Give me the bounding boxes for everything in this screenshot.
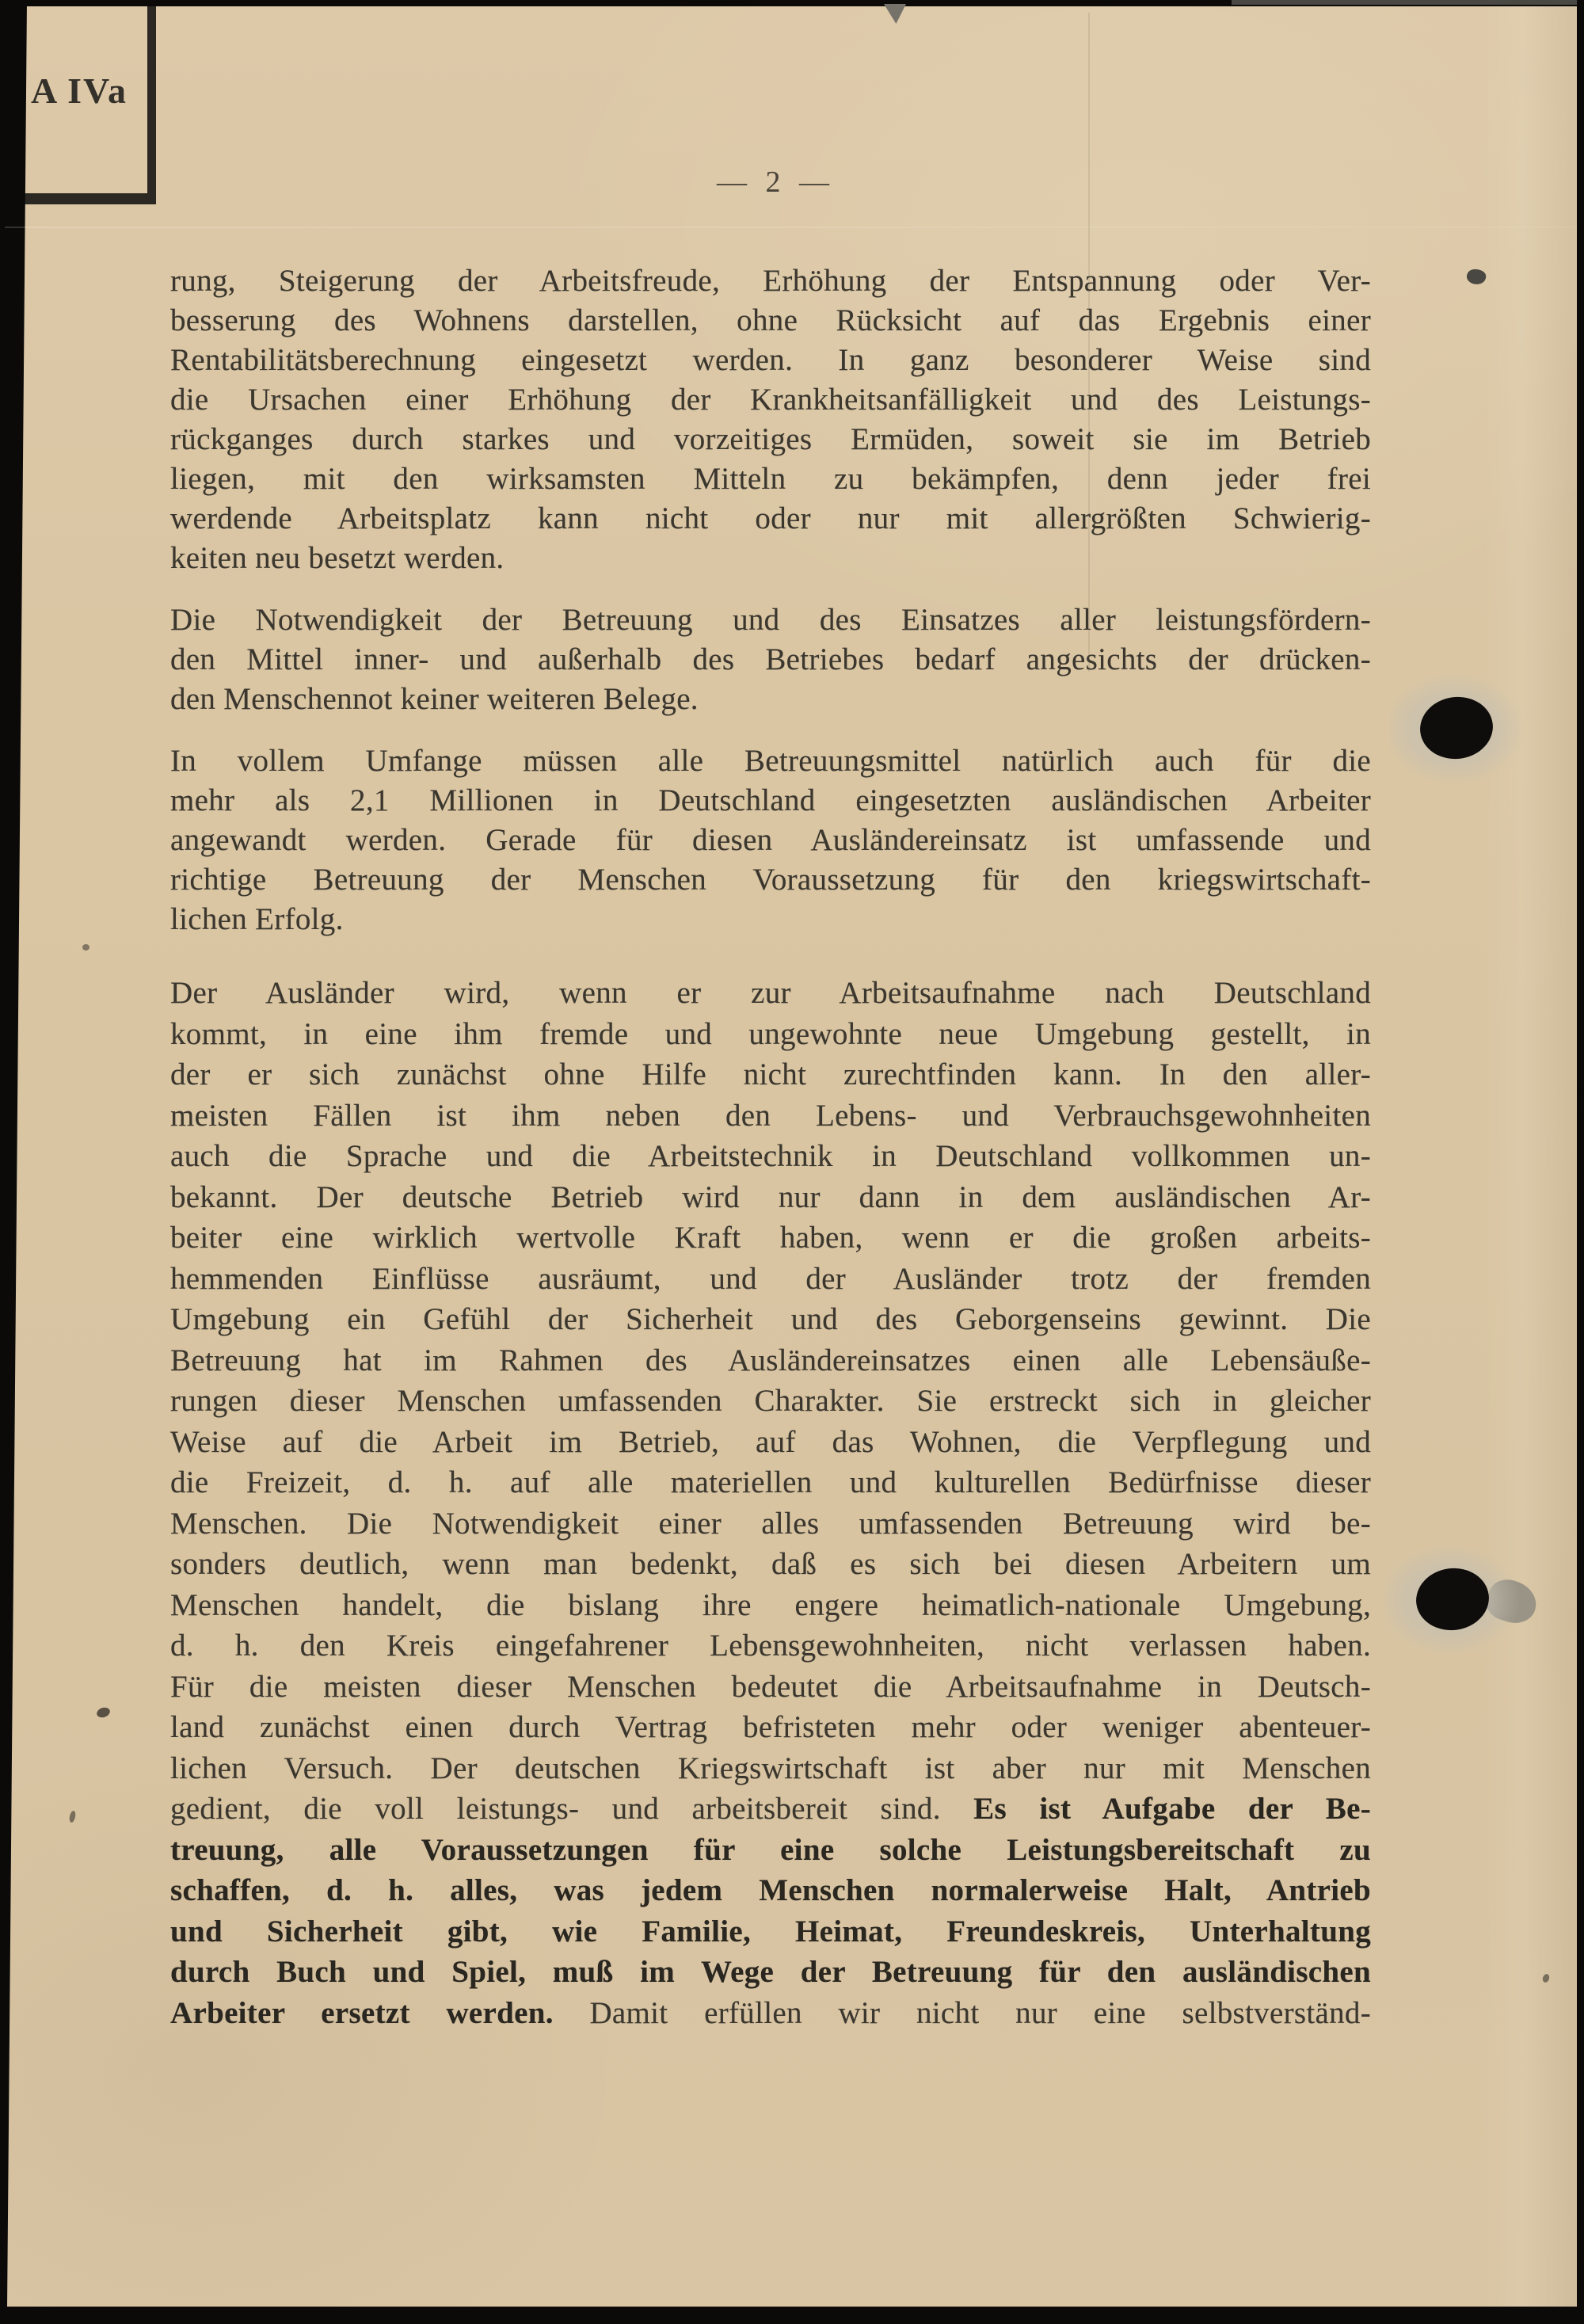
text-line: schaffen, d. h. alles, was jedem Menschen normalerweise Halt, Antrieb [170,1873,1371,1907]
text-line: Betreuung hat im Rahmen des Ausländereinsatzes einen alle Lebensäuße- [170,1343,1371,1377]
text-line: auch die Sprache und die Arbeitstechnik in Deutschland vollkommen un- [170,1139,1371,1173]
text-line: Rentabilitätsberechnung eingesetzt werden. In ganz besonderer Weise sind [170,343,1371,377]
text-line: die Ursachen einer Erhöhung der Krankheitsanfälligkeit und des Leistungs- [170,383,1371,417]
paragraph-3 [170,741,1371,939]
text-line: liegen, mit den wirksamsten Mitteln zu bekämpfen, denn jeder frei [170,462,1371,496]
text-line: rückganges durch starkes und vorzeitiges Ermüden, soweit sie im Betrieb [170,422,1371,456]
scan-edge-top-sliver [1232,0,1577,5]
text-run: Damit erfüllen wir nicht nur eine selbstverständ- [589,1995,1371,2030]
text-line: hemmenden Einflüsse ausräumt, und der Ausländer trotz der fremden [170,1261,1371,1296]
page-number: — 2 — [717,166,829,199]
text-line: beiter eine wirklich wertvolle Kraft haben, wenn er die großen arbeits- [170,1221,1371,1255]
text-run-bold: Es ist Aufgabe der Be- [973,1792,1371,1826]
text-line: Menschen. Die Notwendigkeit einer alles umfassenden Betreuung wird be- [170,1506,1371,1541]
text-line: lichen Versuch. Der deutschen Kriegswirtschaft ist aber nur mit Menschen [170,1751,1371,1785]
paragraph-4 [170,973,1371,2033]
text-line: kommt, in eine ihm fremde und ungewohnte neue Umgebung gestellt, in [170,1016,1371,1051]
ink-fleck [1541,1973,1550,1983]
text-line: die Freizeit, d. h. auf alle materiellen und kulturellen Bedürfnisse dieser [170,1465,1371,1499]
text-run: gedient, die voll leistungs- und arbeitsbereit sind. [170,1792,974,1826]
body-text [170,261,1371,2033]
paragraph-1 [170,261,1371,578]
paper-crease [1088,13,1090,672]
text-line: angewandt werden. Gerade für diesen Ausländereinsatz ist umfassende und [170,823,1371,857]
text-line: sonders deutlich, wenn man bedenkt, daß es sich bei diesen Arbeitern um [170,1547,1371,1581]
text-run-bold: Arbeiter ersetzt werden. [170,1995,590,2030]
text-line: land zunächst einen durch Vertrag befristeten mehr oder weniger abenteuer- [170,1710,1371,1744]
text-line: d. h. den Kreis eingefahrener Lebensgewohnheiten, nicht verlassen haben. [170,1629,1371,1663]
text-line: Für die meisten dieser Menschen bedeutet die Arbeitsaufnahme in Deutsch- [170,1669,1371,1704]
ink-fleck [96,1706,112,1720]
text-line: rungen dieser Menschen umfassenden Charakter. Sie erstreckt sich in gleicher [170,1384,1371,1418]
text-line: werdende Arbeitsplatz kann nicht oder nur mit allergrößten Schwierig- [170,501,1371,535]
text-line: treuung, alle Voraussetzungen für eine solche Leistungsbereitschaft zu [170,1832,1371,1867]
text-line: den Menschennot keiner weiteren Belege. [170,682,699,716]
text-line: Der Ausländer wird, wenn er zur Arbeitsaufnahme nach Deutschland [170,976,1371,1010]
classification-label: A IVa [30,70,128,111]
text-line: Weise auf die Arbeit im Betrieb, auf das Wohnen, die Verpflegung und [170,1424,1371,1459]
text-line: rung, Steigerung der Arbeitsfreude, Erhöhung der Entspannung oder Ver- [170,264,1371,298]
text-line: Die Notwendigkeit der Betreuung und des Einsatzes aller leistungsfördern- [170,603,1371,637]
text-line: lichen Erfolg. [170,902,344,936]
text-line: Menschen handelt, die bislang ihre engere heimatlich-nationale Umgebung, [170,1587,1371,1622]
text-line: durch Buch und Spiel, muß im Wege der Betreuung für den ausländischen [170,1955,1371,1989]
text-line: richtige Betreuung der Menschen Voraussetzung für den kriegswirtschaft- [170,863,1371,897]
text-line: besserung des Wohnens darstellen, ohne Rücksicht auf das Ergebnis einer [170,303,1371,337]
text-line: keiten neu besetzt werden. [170,541,505,575]
ink-fleck [82,944,89,951]
text-line: meisten Fällen ist ihm neben den Lebens- und Verbrauchsgewohnheiten [170,1098,1371,1133]
text-line: bekannt. Der deutsche Betrieb wird nur dann in dem ausländischen Ar- [170,1179,1371,1214]
document-page [5,6,1577,2307]
text-line: Umgebung ein Gefühl der Sicherheit und des Geborgenseins gewinnt. Die [170,1302,1371,1336]
paragraph-2 [170,600,1371,719]
ink-fleck [69,1810,77,1823]
text-line-mixed [170,1789,1371,1830]
text-line-mixed [170,1993,1371,2034]
text-line: und Sicherheit gibt, wie Familie, Heimat, Freundeskreis, Unterhaltung [170,1914,1371,1949]
ink-spot [1465,267,1487,286]
text-line: In vollem Umfange müssen alle Betreuungsmittel natürlich auch für die [170,744,1371,778]
text-line: den Mittel inner- und außerhalb des Betriebes bedarf angesichts der drücken- [170,642,1371,676]
text-line: mehr als 2,1 Millionen in Deutschland eingesetzten ausländischen Arbeiter [170,783,1371,817]
paper-crease-horizontal [5,227,1577,228]
text-line: der er sich zunächst ohne Hilfe nicht zurechtfinden kann. In den aller- [170,1057,1371,1092]
